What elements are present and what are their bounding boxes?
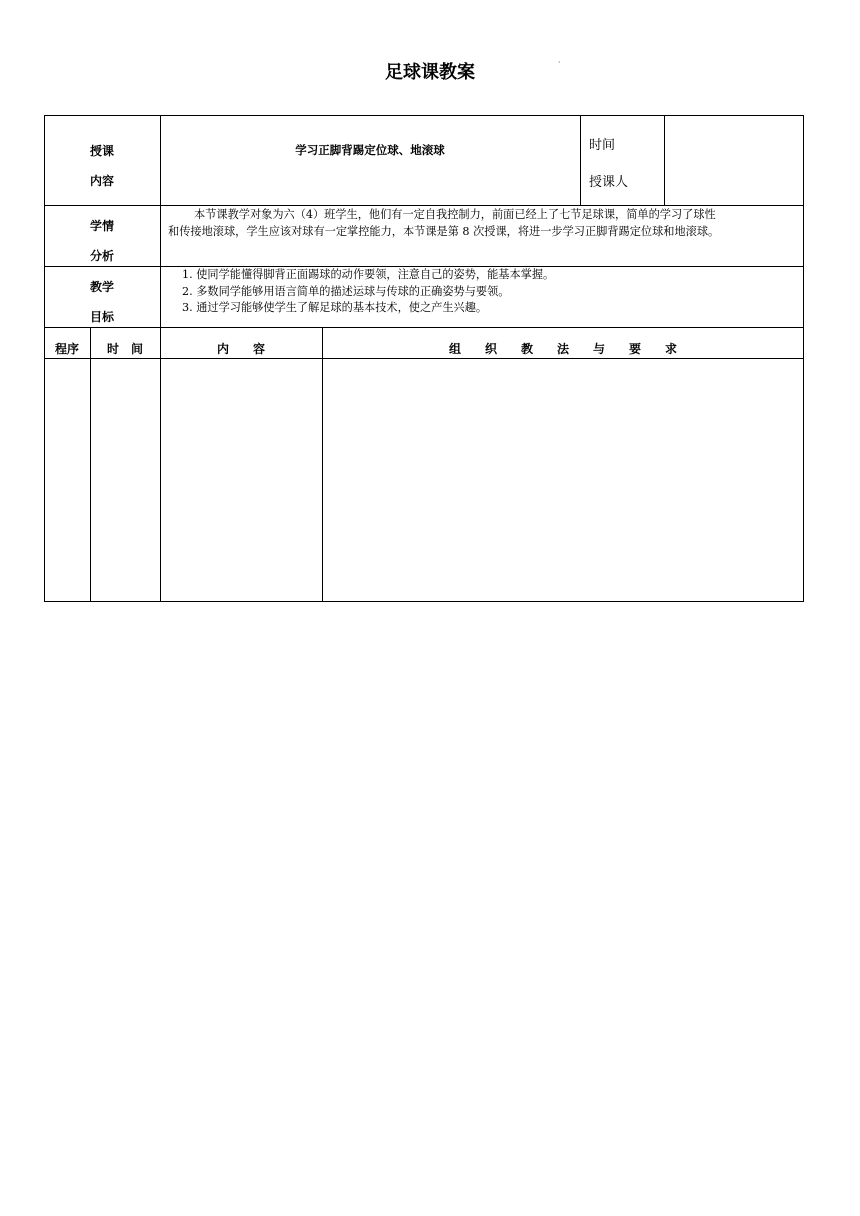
goal-item-3: 3. 通过学习能够使学生了解足球的基本技术，使之产生兴趣。 <box>182 301 488 314</box>
goals-label-line1: 教学 <box>89 280 114 294</box>
analysis-text-line1: 本节课教学对象为六（4）班学生，他们有一定自我控制力，前面已经上了七节足球课，简单的学习了球性 <box>194 208 716 221</box>
stray-dot: · <box>558 58 561 67</box>
analysis-text-line2: 和传接地滚球，学生应该对球有一定掌控能力，本节课是第 8 次授课，将进一步学习正脚背踢定位球和地滚球。 <box>168 225 720 238</box>
col-divider <box>160 327 161 602</box>
column-header-method: 组 织 教 法 与 要 求 <box>448 342 677 356</box>
column-header-order: 程序 <box>54 342 79 356</box>
row-divider <box>44 327 804 328</box>
lesson-content: 学习正脚背踢定位球、地滚球 <box>295 143 445 157</box>
goal-item-1: 1. 使同学能懂得脚背正面踢球的动作要领，注意自己的姿势，能基本掌握。 <box>182 268 555 281</box>
analysis-label-line2: 分析 <box>89 249 114 263</box>
col-divider <box>322 327 323 602</box>
teacher-label: 授课人 <box>589 175 629 190</box>
goal-item-2: 2. 多数同学能够用语言简单的描述运球与传球的正确姿势与要领。 <box>182 285 510 298</box>
lesson-label-line2: 内容 <box>89 174 114 188</box>
document-title: 足球课教案 <box>385 62 475 83</box>
analysis-label-line1: 学情 <box>89 219 114 233</box>
col-divider <box>580 115 581 205</box>
goals-label-line2: 目标 <box>89 310 114 324</box>
column-header-content: 内 容 <box>216 342 265 356</box>
column-header-time: 时 间 <box>106 342 143 356</box>
col-divider <box>664 115 665 205</box>
lesson-label-line1: 授课 <box>89 144 114 158</box>
row-divider <box>44 358 804 359</box>
col-divider <box>90 327 91 602</box>
time-label: 时间 <box>589 138 616 153</box>
